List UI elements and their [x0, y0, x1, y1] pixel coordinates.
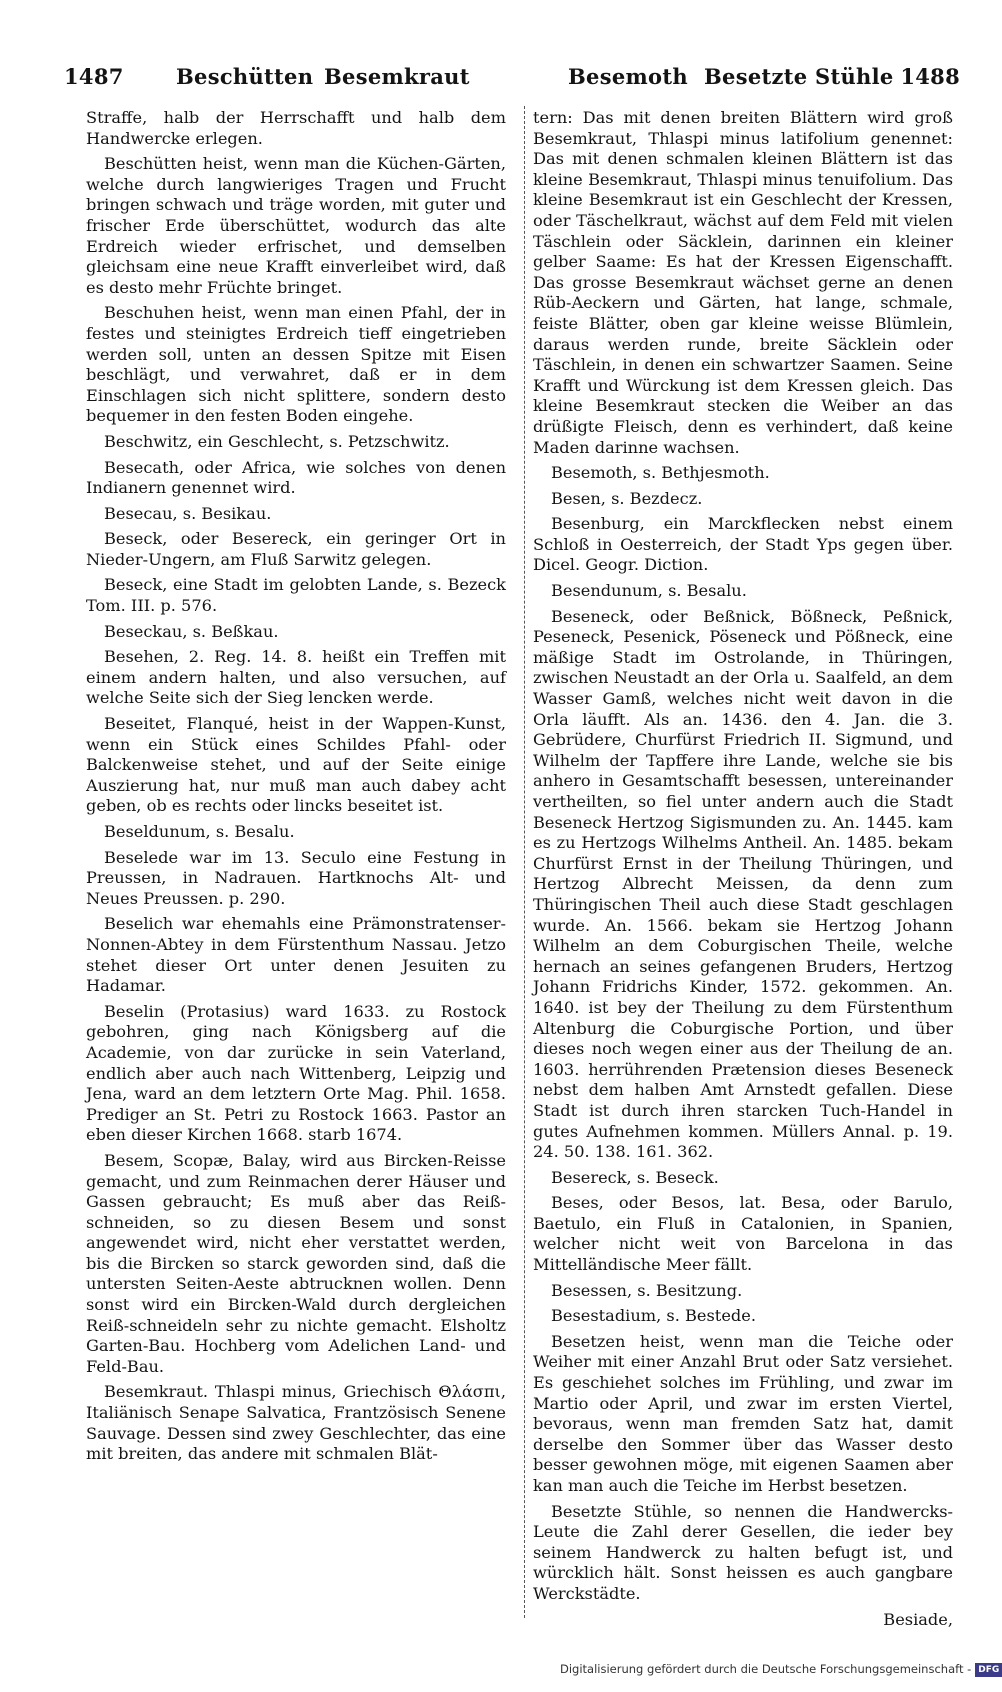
- header-keyword-left-1: Beschütten: [176, 64, 314, 89]
- lexicon-entry: Beses, oder Besos, lat. Besa, oder Barulo, Baetulo, ein Fluß in Catalonien, in Spanien, welcher nicht weit von Barcelona in das Mittelländische Meer fällt.: [533, 1193, 953, 1275]
- lexicon-entry: Besetzte Stühle, so nennen die Handwercks-Leute die Zahl derer Gesellen, die ieder bey seinem Handwerck zu halten befugt ist, und würcklich hält. Sonst heissen es auch gangbare Werckstädte.: [533, 1501, 953, 1603]
- lexicon-entry: Beselich war ehemahls eine Prämonstratenser-Nonnen-Abtey in dem Fürstenthum Nassau. Jetzo stehet dieser Ort unter denen Jesuiten zu Hadamar.: [86, 914, 506, 996]
- lexicon-entry: Straffe, halb der Herrschafft und halb dem Handwercke erlegen.: [86, 108, 506, 148]
- catchword: Besiade,: [883, 1609, 953, 1629]
- left-column: [86, 108, 506, 1618]
- header-keyword-right-1: Besemoth: [568, 64, 688, 89]
- lexicon-entry: Besem, Scopæ, Balay, wird aus Bircken-Reisse gemacht, und zum Reinmachen derer Häuser und Gassen gebraucht; Es muß aber das Reiß-schneiden, so zu diesen Besem und sonst angewendet wird, nicht eher verstattet werden, bis die Bircken so starck geworden sind, daß die untersten Seiten-Aeste abtrucknen wollen. Denn sonst wird ein Bircken-Wald durch dergleichen Reiß-schneideln sehr zu nichte gemacht. Elsholtz Garten-Bau. Hochberg vom Adelichen Land- und Feld-Bau.: [86, 1150, 506, 1376]
- lexicon-entry: Beseitet, Flanqué, heist in der Wappen-Kunst, wenn ein Stück eines Schildes Pfahl- oder Balckenweise stehet, und auf der Seite einige Auszierung hat, nur muß man auch dabey acht geben, ob es rechts oder lincks beseitet ist.: [86, 714, 506, 816]
- header-keyword-right-2: Besetzte Stühle: [704, 64, 894, 89]
- lexicon-entry: Beseneck, oder Beßnick, Bößneck, Peßnick, Peseneck, Pesenick, Pöseneck und Pößneck, eine mäßige Stadt im Ostrolande, in Thüringen, zwischen Neustadt an der Orla u. Saalfeld, an dem Wasser Gamß, welches nicht weit davon in die Orla läufft. Als an. 1436. den 4. Jan. die 3. Gebrüdere, Churfürst Friedrich II. Sigmund, und Wilhelm der Tapffere ihre Lande, welche sie bis anhero in Gesamtschafft besessen, untereinander vertheilten, so fiel unter andern auch die Stadt Beseneck Hertzog Sigismunden zu. An. 1445. kam es zu Hertzogs Wilhelms Antheil. An. 1485. bekam Churfürst Ernst in der Theilung Thüringen, und Hertzog Albrecht Meissen, da denn zum Thüringischen Theil auch diese Stadt geschlagen wurde. An. 1566. bekam sie Hertzog Johann Wilhelm an dem Coburgischen Theile, welche hernach an seines gefangenen Bruders, Hertzog Johann Fridrichs Kinder, 1572. gekommen. An. 1640. ist bey der Theilung zu dem Fürstenthum Altenburg die Coburgische Portion, und über dieses noch wegen einer aus der Theilung de an. 1603. herrührenden Prætension dieses Beseneck nebst dem halben Amt Arnstedt gefallen. Diese Stadt ist durch ihren starcken Tuch-Handel in gutes Aufnehmen kommen. Müllers Annal. p. 19. 24. 50. 138. 161. 362.: [533, 606, 953, 1162]
- lexicon-entry: Beschwitz, ein Geschlecht, s. Petzschwitz.: [104, 431, 450, 451]
- right-column: [533, 108, 953, 1629]
- lexicon-entry: Besemoth, s. Bethjesmoth.: [551, 463, 770, 483]
- lexicon-entry: Beseck, eine Stadt im gelobten Lande, s. Bezeck Tom. III. p. 576.: [86, 575, 506, 616]
- lexicon-entry: Beseck, oder Besereck, ein geringer Ort in Nieder-Ungern, am Fluß Sarwitz gelegen.: [86, 529, 506, 569]
- lexicon-entry: Besecau, s. Besikau.: [104, 503, 272, 523]
- lexicon-entry: Beschuhen heist, wenn man einen Pfahl, der in festes und steinigtes Erdreich tieff eingetrieben werden soll, unten an dessen Spitze mit Eisen beschlägt, und verwahret, daß er in dem Einschlagen sich nicht splittere, sondern desto bequemer in den festen Boden eingehe.: [86, 303, 506, 426]
- lexicon-entry: Besecath, oder Africa, wie solches von denen Indianern genennet wird.: [86, 457, 506, 498]
- credit-text: Digitalisierung gefördert durch die Deutsche Forschungsgemeinschaft -: [560, 1662, 972, 1676]
- lexicon-entry: Besendunum, s. Besalu.: [551, 581, 747, 601]
- text-columns: [86, 108, 956, 1629]
- dfg-logo: DFG: [975, 1663, 1002, 1677]
- lexicon-entry: Besestadium, s. Bestede.: [551, 1306, 756, 1326]
- lexicon-entry: Besen, s. Bezdecz.: [551, 488, 703, 508]
- page-number-right: 1488: [900, 64, 960, 89]
- lexicon-entry: Besehen, 2. Reg. 14. 8. heißt ein Treffen mit einem andern halten, und also versuchen, auf welche Seite sich der Sieg lencken werde.: [86, 647, 506, 708]
- running-header: [64, 64, 960, 96]
- lexicon-entry: Beselin (Protasius) ward 1633. zu Rostock gebohren, ging nach Königsberg auf die Academie, von dar zurücke in sein Vaterland, endlich aber auch nach Wittenberg, Leipzig und Jena, ward an dem letztern Orte Mag. Phil. 1658. Prediger an St. Petri zu Rostock 1663. Pastor an eben dieser Kirchen 1668. starb 1674.: [86, 1001, 506, 1145]
- lexicon-entry: Besessen, s. Besitzung.: [551, 1280, 743, 1300]
- page-number-left: 1487: [64, 64, 124, 89]
- lexicon-entry: Beselede war im 13. Seculo eine Festung in Preussen, in Nadrauen. Hartknochs Alt- und Neues Preussen. p. 290.: [86, 847, 506, 908]
- lexicon-entry: tern: Das mit denen breiten Blättern wird groß Besemkraut, Thlaspi minus latifolium genennet: Das mit denen schmalen kleinen Blättern ist das kleine Besemkraut, Thlaspi minus tenuifolium. Das kleine Besemkraut ist ein Geschlecht der Kressen, oder Täschelkraut, wächst auf dem Feld mit vielen Täschlein oder Säcklein, darinnen ein kleiner gelber Saame: Es hat der Kressen Eigenschafft. Das grosse Besemkraut wächset gerne an denen Rüb-Aeckern und Gärten, hat lange, schmale, feiste Blätter, oben gar kleine weisse Blümlein, daraus werden runde, breite Säcklein oder Täschlein, in denen ein schwartzer Saamen. Seine Krafft und Würckung ist dem Kressen gleich. Das kleine Besemkraut stecken die Weiber an das drüßigte Fleisch, denn es verhindert, daß keine Maden darinne wachsen.: [533, 108, 953, 457]
- lexicon-entry: Besereck, s. Beseck.: [551, 1167, 719, 1187]
- lexicon-entry: Beseckau, s. Beßkau.: [104, 621, 279, 641]
- header-keyword-left-2: Besemkraut: [324, 64, 470, 89]
- digitization-credit: [560, 1662, 1000, 1684]
- lexicon-entry: Besenburg, ein Marckflecken nebst einem Schloß in Oesterreich, der Stadt Yps gegen über. Dicel. Geogr. Diction.: [533, 514, 953, 575]
- lexicon-entry: Beschütten heist, wenn man die Küchen-Gärten, welche durch langwieriges Tragen und Frucht bringen schwach und träge worden, mit guter und frischer Erde überschüttet, wodurch das alte Erdreich wieder erfrischet, und demselben gleichsam eine neue Krafft einverleibet wird, daß es desto mehr Früchte bringet.: [86, 154, 506, 297]
- lexicon-entry: Besemkraut. Thlaspi minus, Griechisch Θλάσπι, Italiänisch Senape Salvatica, Frantzösisch Senene Sauvage. Dessen sind zwey Geschlechter, das eine mit breiten, das andere mit schmalen Blät-: [86, 1382, 506, 1464]
- lexicon-entry: Besetzen heist, wenn man die Teiche oder Weiher mit einer Anzahl Brut oder Satz versiehet. Es geschiehet solches im Frühling, und zwar im Martio oder April, und zwar im ersten Viertel, bevoraus, wenn man fremden Satz hat, damit derselbe den Sommer über das Wasser desto besser gewohnen möge, mit eigenen Saamen aber kan man auch die Teiche im Herbst besetzen.: [533, 1331, 953, 1495]
- lexicon-entry: Beseldunum, s. Besalu.: [104, 822, 295, 841]
